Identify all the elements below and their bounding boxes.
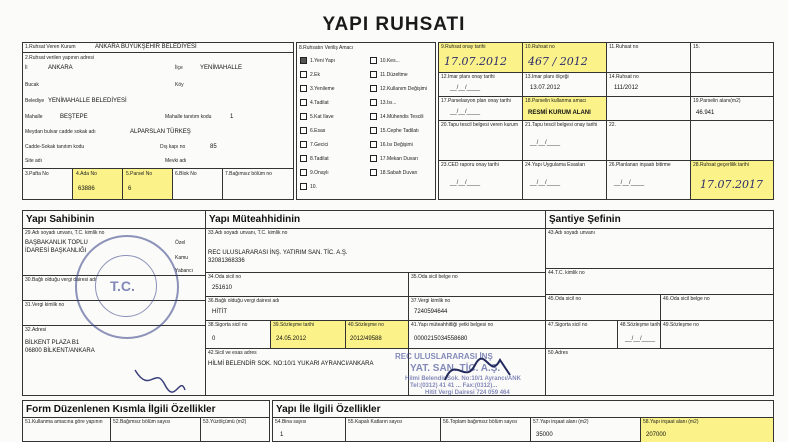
f23-blank: __/__/____: [450, 180, 481, 186]
f26-blank: __/__/____: [614, 180, 645, 186]
f54-label: 54.Bina sayısı: [275, 419, 307, 425]
reason-checkbox[interactable]: [300, 71, 307, 78]
reason-checkbox-label: 9.Onaylı: [310, 170, 329, 176]
f36-value: HİTİT: [212, 309, 227, 315]
f41-label: 41.Yapı müteahhitliği yetki belgesi no: [411, 322, 494, 328]
il-value: ANKARA: [48, 65, 73, 71]
f19-label: 19.Parselin alanı(m2): [693, 98, 741, 104]
reason-checkbox[interactable]: [370, 169, 377, 176]
reason-checkbox[interactable]: [370, 85, 377, 92]
f40-label: 40.Sözleşme no: [348, 322, 384, 328]
f26-label: 26.Planlanan inşaatı bitirme: [609, 162, 671, 168]
f45-label: 45.Oda sicil no: [548, 296, 582, 302]
reason-checkbox[interactable]: [370, 141, 377, 148]
f18-label: 18.Parselin kullanma amacı: [525, 98, 587, 104]
f17-label: 17.Parselasyon plan onay tarihi: [441, 98, 511, 104]
owner-address-2: 06800 BİLKENT/ANKARA: [25, 348, 95, 354]
reason-checkbox-label: 2.Ek: [310, 72, 321, 78]
f10-label: 10.Ruhsat no: [525, 44, 555, 50]
street-code-label: Cadde-Sokak tanıtım kodu: [25, 144, 85, 150]
f38-label: 38.Sigorta sicil no: [208, 322, 248, 328]
reason-checkbox-label: 12.Kullanım Değişimi: [380, 86, 427, 92]
site-chief-header: Şantiye Şefinin: [549, 214, 621, 225]
contractor-signature: [440, 350, 520, 390]
mevki-label: Mevki adı: [165, 158, 187, 164]
f47-label: 47.Sigorta sicil no: [548, 322, 588, 328]
belediye-value: YENİMAHALLE BELEDİYESİ: [48, 98, 127, 104]
f55-label: 55.Kapalı Katların sayısı: [348, 419, 403, 425]
f15-label: 15.: [693, 44, 700, 50]
f11-label: 11.Ruhsat no: [609, 44, 639, 50]
f12-label: 12.Imar planı onay tarihi: [441, 74, 495, 80]
reason-checkbox-label: 4.Tadilat: [310, 100, 329, 106]
owner-foreign-label: Yabancı: [175, 268, 193, 274]
parsel-label: 5.Parsel No: [126, 171, 153, 177]
f24-blank: __/__/____: [530, 180, 561, 186]
f44-label: 44.T.C. kimlik no: [548, 270, 585, 276]
reason-checkbox-label: 6.Esas: [310, 128, 326, 134]
reason-checkbox-label: 5.Kat Ilave: [310, 114, 334, 120]
issuing-authority: ANKARA BÜYÜKŞEHİR BELEDİYESİ: [95, 44, 197, 50]
f28-value: 17.07.2017: [700, 178, 763, 191]
f58-label: 58.Yapı inşaat alanı (m2): [643, 419, 699, 425]
bucak-label: Bucak: [25, 82, 39, 88]
f42-label: 42.Sicil ve esas adres: [208, 350, 257, 356]
field-2-label: 2.Ruhsat verilen yapının adresi: [25, 55, 94, 61]
f57-label: 57.Yapı inşaat alanı (m2): [533, 419, 589, 425]
f51-label: 51.Kullanma amacına göre yapının: [25, 419, 103, 425]
reason-checkbox[interactable]: [300, 113, 307, 120]
f38-value: 0: [212, 336, 216, 342]
contractor-header: Yapı Müteahhidinin: [209, 214, 301, 225]
field-1-label: 1.Ruhsat Veren Kurum: [25, 44, 76, 50]
reason-checkbox[interactable]: [300, 57, 307, 64]
f21-blank: __/__/____: [530, 140, 561, 146]
f23-label: 23.CED raporu onay tarihi: [441, 162, 499, 168]
parsel-value: 6: [128, 186, 132, 192]
reason-checkbox[interactable]: [370, 113, 377, 120]
company-stamp-line-4: Tel:(0312) 41 41 ... Fax:(0312)...: [410, 383, 498, 389]
f31-label: 31.Vergi kimlik no: [25, 302, 65, 308]
f22-label: 22.: [609, 122, 616, 128]
f41-value: 0000215034558680: [414, 336, 468, 342]
reason-checkbox[interactable]: [300, 85, 307, 92]
f35-label: 35.Oda sicil belge no: [411, 274, 458, 280]
reason-checkbox[interactable]: [300, 141, 307, 148]
f37-label: 37.Vergi kimlik no: [411, 298, 451, 304]
ilce-label: İlçe: [175, 65, 183, 71]
f24-label: 24.Yapı Uygulama Esasları: [525, 162, 586, 168]
reason-header: 8.Ruhsatın Veriliş Amacı: [299, 45, 354, 51]
belediye-label: Belediye: [25, 98, 45, 104]
reason-checkbox[interactable]: [370, 127, 377, 134]
owner-public-label: Kamu: [175, 255, 189, 261]
f39-label: 39.Sözleşme tarihi: [273, 322, 315, 328]
mahalle-code-label: Mahalle tanıtım kodu: [165, 114, 212, 120]
f28-label: 28.Ruhsat geçerlilik tarihi: [693, 162, 749, 168]
f12-blank: __/__/____: [450, 85, 481, 91]
owner-name-1: BAŞBAKANLIK TOPLU: [25, 240, 88, 246]
f30-label: 30.Bağlı olduğu vergi dairesi adı: [25, 277, 97, 283]
reason-checkbox-label: 11.Düzeltme: [380, 72, 408, 78]
mahalle-label: Mahalle: [25, 114, 43, 120]
reason-checkbox[interactable]: [300, 183, 307, 190]
reason-checkbox[interactable]: [300, 127, 307, 134]
document-title: YAPI RUHSATI: [322, 14, 466, 35]
owner-header: Yapı Sahibinin: [26, 214, 95, 225]
reason-checkbox-label: 10.Kes...: [380, 58, 400, 64]
f40-value: 2012/49588: [350, 336, 382, 342]
f21-label: 21.Tapu tescil belgesi onay tarihi: [525, 122, 598, 128]
koy-label: Köy: [175, 82, 184, 88]
f14-label: 14.Ruhsat no: [609, 74, 639, 80]
pafta-label: 3.Pafta No: [25, 171, 49, 177]
contractor-id: 32081368336: [208, 258, 245, 264]
f56-label: 56.Toplam bağımsız bölüm sayısı: [443, 419, 518, 425]
form-section-header: Form Düzenlenen Kısmla İlgili Özellikler: [26, 404, 216, 415]
building-section-header: Yapı İle İlgili Özellikler: [276, 404, 381, 415]
f48-label: 48.Sözleşme tarihi: [620, 322, 662, 328]
blok-label: 6.Blok No: [175, 171, 197, 177]
f48-blank: __/__/____: [625, 336, 656, 342]
reason-checkbox[interactable]: [370, 99, 377, 106]
reason-checkbox-label: 16.Isı Değişimi: [380, 142, 413, 148]
street-label: Meydan bulvar cadde sokak adı: [25, 129, 96, 135]
company-stamp-line-1: REC ULUSLARARASI İNŞ: [395, 352, 493, 361]
f14-value: 111/2012: [614, 85, 639, 91]
f39-value: 24.05.2012: [276, 336, 307, 342]
reason-checkbox-label: 15.Cephe Tadilatı: [380, 128, 419, 134]
contractor-name: REC ULUSLARARASI İNŞ. YATIRIM SAN. TİC. A.Ş.: [208, 250, 348, 256]
f17-blank: __/__/____: [450, 109, 481, 115]
reason-checkbox[interactable]: [300, 155, 307, 162]
reason-checkbox-label: 1.Yeni Yapı: [310, 58, 335, 64]
company-stamp-line-3: Hilmi Belendir Sok. No:10/1 Ayrancı/ANK: [405, 376, 521, 382]
reason-checkbox-label: 3.Yenileme: [310, 86, 335, 92]
reason-checkbox[interactable]: [300, 99, 307, 106]
f32-label: 32.Adresi: [25, 327, 47, 333]
f18-value: RESMİ KURUM ALANI: [528, 110, 591, 116]
door-no-label: Dış kapı no: [160, 144, 186, 150]
f58-value: 207000: [646, 432, 667, 438]
reason-checkbox[interactable]: [370, 155, 377, 162]
reason-checkbox[interactable]: [370, 57, 377, 64]
owner-signature: [130, 360, 190, 396]
f13-value: 13.07.2012: [530, 85, 561, 91]
door-no-value: 85: [210, 144, 217, 150]
il-label: İl: [25, 65, 28, 71]
f29-label: 29.Adı soyadı unvanı, T.C. kimlik no: [25, 230, 105, 236]
f54-value: 1: [280, 432, 284, 438]
ada-value: 63886: [78, 186, 95, 192]
f34-value: 251610: [212, 285, 233, 291]
site-label: Site adı: [25, 158, 42, 164]
reason-block: [296, 42, 436, 200]
independent-unit-label: 7.Bağımsız bölüm no: [225, 171, 272, 177]
owner-private-label: Özel: [175, 240, 186, 246]
seal-mark: T.C.: [110, 278, 135, 294]
reason-checkbox-label: 14.Mühendis Tescili: [380, 114, 424, 120]
f9-label: 9.Ruhsat onay tarihi: [441, 44, 486, 50]
f46-label: 46.Oda sicil belge no: [663, 296, 710, 302]
f49-label: 49.Sözleşme no: [663, 322, 699, 328]
street-value: ALPARSLAN TÜRKEŞ: [130, 129, 191, 135]
owner-address-1: BİLKENT PLAZA B1: [25, 340, 80, 346]
f37-value: 7240594644: [414, 309, 448, 315]
ada-label: 4.Ada No: [76, 171, 97, 177]
reason-checkbox-label: 10.: [310, 184, 317, 190]
f20-label: 20.Tapu tescil belgesi veren kurum: [441, 122, 518, 128]
f10-value: 467 / 2012: [528, 55, 588, 68]
reason-checkbox[interactable]: [370, 71, 377, 78]
company-stamp-line-5: Hitit Vergi Dairesi 724 059 464: [425, 390, 510, 396]
reason-checkbox[interactable]: [300, 169, 307, 176]
f19-value: 46.941: [696, 110, 715, 116]
reason-checkbox-label: 17.Mekan Duvarı: [380, 156, 419, 162]
f52-label: 52.Bağımsız bölüm sayısı: [113, 419, 171, 425]
owner-name-2: İDARESİ BAŞKANLIĞI: [25, 248, 87, 254]
reason-checkbox-label: 13.Isı...: [380, 100, 397, 106]
company-stamp-line-2: YAT. SAN. TİC. A.Ş.: [410, 363, 501, 374]
f53-label: 53.Yüzölçümü (m2): [203, 419, 247, 425]
ilce-value: YENİMAHALLE: [200, 65, 243, 71]
f13-label: 13.Imar planı ölçeği: [525, 74, 569, 80]
f9-value: 17.07.2012: [444, 55, 507, 68]
reason-checkbox-label: 8.Tadilat: [310, 156, 329, 162]
f36-label: 36.Bağlı olduğu vergi dairesi adı: [208, 298, 280, 304]
f50-label: 50.Adres: [548, 350, 569, 356]
f57-value: 35000: [536, 432, 553, 438]
f43-label: 43.Adı soyadı unvanı: [548, 230, 595, 236]
f33-label: 33.Adı soyadı unvanı, T.C. kimlik no: [208, 230, 288, 236]
reason-checkbox-label: 7.Gecici: [310, 142, 329, 148]
f42-value: HİLMİ BELENDİR SOK. NO:10/1 YUKARI AYRANCI/ANKARA: [208, 361, 374, 367]
reason-checkbox-label: 18.Sabah Duvarı: [380, 170, 418, 176]
mahalle-value: BEŞTEPE: [60, 114, 88, 120]
f34-label: 34.Oda sicil no: [208, 274, 242, 280]
mahalle-code-value: 1: [230, 114, 234, 120]
